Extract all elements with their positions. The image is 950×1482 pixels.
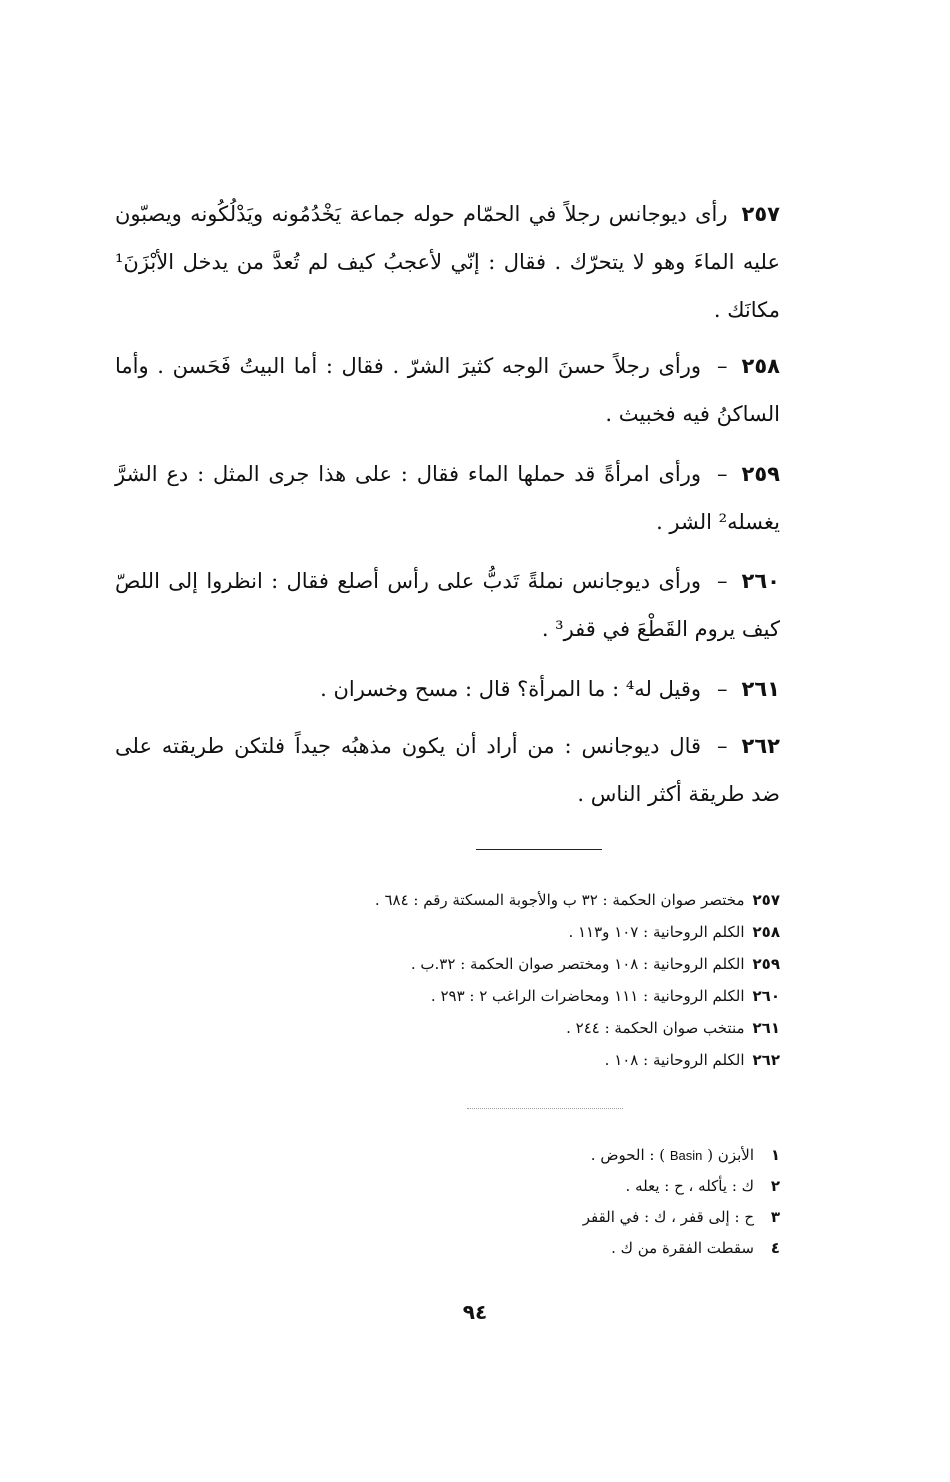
footnote-text: سقطت الفقرة من ك . [611, 1239, 754, 1257]
source-number: ٢٥٩ [752, 955, 780, 973]
paragraph-259 [115, 450, 780, 546]
sources-divider [476, 849, 602, 850]
paragraph-262 [115, 722, 780, 818]
source-number: ٢٦٢ [752, 1051, 780, 1069]
paragraph-260 [115, 557, 780, 653]
source-item [220, 916, 780, 948]
source-text: الكلم الروحانية : ١٠٨ . [604, 1051, 745, 1069]
source-item [220, 884, 780, 916]
footnote-number: ٢ [770, 1177, 780, 1195]
footnotes-list [480, 1140, 780, 1264]
paragraph-dash: – [717, 462, 728, 486]
paragraph-text: وقيل له⁴ : ما المرأة؟ قال : مسح وخسران . [320, 677, 702, 701]
paragraph-dash: – [717, 734, 728, 758]
paragraph-dash: – [717, 677, 728, 701]
source-item [220, 1012, 780, 1044]
paragraph-number: ٢٦١ [741, 677, 780, 701]
paragraph-text: ورأى رجلاً حسنَ الوجه كثيرَ الشرّ . فقال : أما البيتُ فَحَسن . وأما الساكنُ فيه فخبيث . [115, 354, 780, 426]
footnote-number: ٤ [770, 1239, 780, 1257]
paragraph-number: ٢٦٢ [741, 734, 780, 758]
source-text: الكلم الروحانية : ١٠٨ ومختصر صوان الحكمة : ٣٢.ب . [410, 955, 745, 973]
source-number: ٢٥٨ [752, 923, 780, 941]
paragraph-text: ورأى ديوجانس نملةً تَدبُّ على رأس أصلع فقال : انظروا إلى اللصّ كيف يروم القَطْعَ في قفر³ . [115, 569, 780, 641]
source-text: مختصر صوان الحكمة : ٣٢ ب والأجوبة المسكتة رقم : ٦٨٤ . [374, 891, 745, 909]
footnote-text: ح : إلى قفر ، ك : في القفر [582, 1208, 754, 1226]
paragraph-text: قال ديوجانس : من أراد أن يكون مذهبُه جيداً فلتكن طريقته على ضد طريقة أكثر الناس . [115, 734, 780, 806]
paragraph-dash: – [717, 354, 728, 378]
paragraph-number: ٢٥٨ [741, 354, 780, 378]
source-item [220, 980, 780, 1012]
source-item [220, 1044, 780, 1076]
footnote-item [480, 1202, 780, 1233]
page-number: ٩٤ [462, 1300, 488, 1324]
source-text: الكلم الروحانية : ١١١ ومحاضرات الراغب ٢ : ٢٩٣ . [430, 987, 745, 1005]
footnote-number: ١ [770, 1146, 780, 1164]
paragraph-number: ٢٥٧ [741, 202, 780, 226]
sources-list [220, 884, 780, 1076]
paragraph-dash: – [717, 569, 728, 593]
source-item [220, 948, 780, 980]
source-text: الكلم الروحانية : ١٠٧ و١١٣ . [568, 923, 745, 941]
paragraph-258 [115, 342, 780, 438]
paragraph-number: ٢٥٩ [741, 462, 780, 486]
source-number: ٢٦١ [752, 1019, 780, 1037]
source-number: ٢٦٠ [752, 987, 780, 1005]
paragraph-number: ٢٦٠ [741, 569, 780, 593]
footnote-number: ٣ [770, 1208, 780, 1226]
paragraph-257 [115, 190, 780, 334]
footnote-item [480, 1171, 780, 1202]
source-number: ٢٥٧ [752, 891, 780, 909]
paragraph-text: رأى ديوجانس رجلاً في الحمّام حوله جماعة يَخْدُمُونه ويَدْلُكُونه ويصبّون عليه الماءَ وهو لا يتحرّك . فقال : إنّي لأعجبُ كيف لم تُعدَّ من يدخل الأبْزَنَ¹ مكانَك . [115, 202, 780, 322]
footnote-item [480, 1140, 780, 1171]
footnote-text: الأبزن ( [707, 1146, 754, 1164]
footnote-text-after: ) : الحوض . [590, 1146, 666, 1164]
paragraph-text: ورأى امرأةً قد حملها الماء فقال : على هذا جرى المثل : دع الشرَّ يغسله² الشر . [115, 462, 780, 534]
footnote-latin-term: Basin [669, 1148, 703, 1163]
paragraph-261 [115, 665, 780, 713]
footnote-text: ك : يأكله ، ح : يعله . [625, 1177, 754, 1195]
source-text: منتخب صوان الحكمة : ٢٤٤ . [566, 1019, 745, 1037]
footnote-item [480, 1233, 780, 1264]
footnotes-divider [467, 1108, 623, 1109]
